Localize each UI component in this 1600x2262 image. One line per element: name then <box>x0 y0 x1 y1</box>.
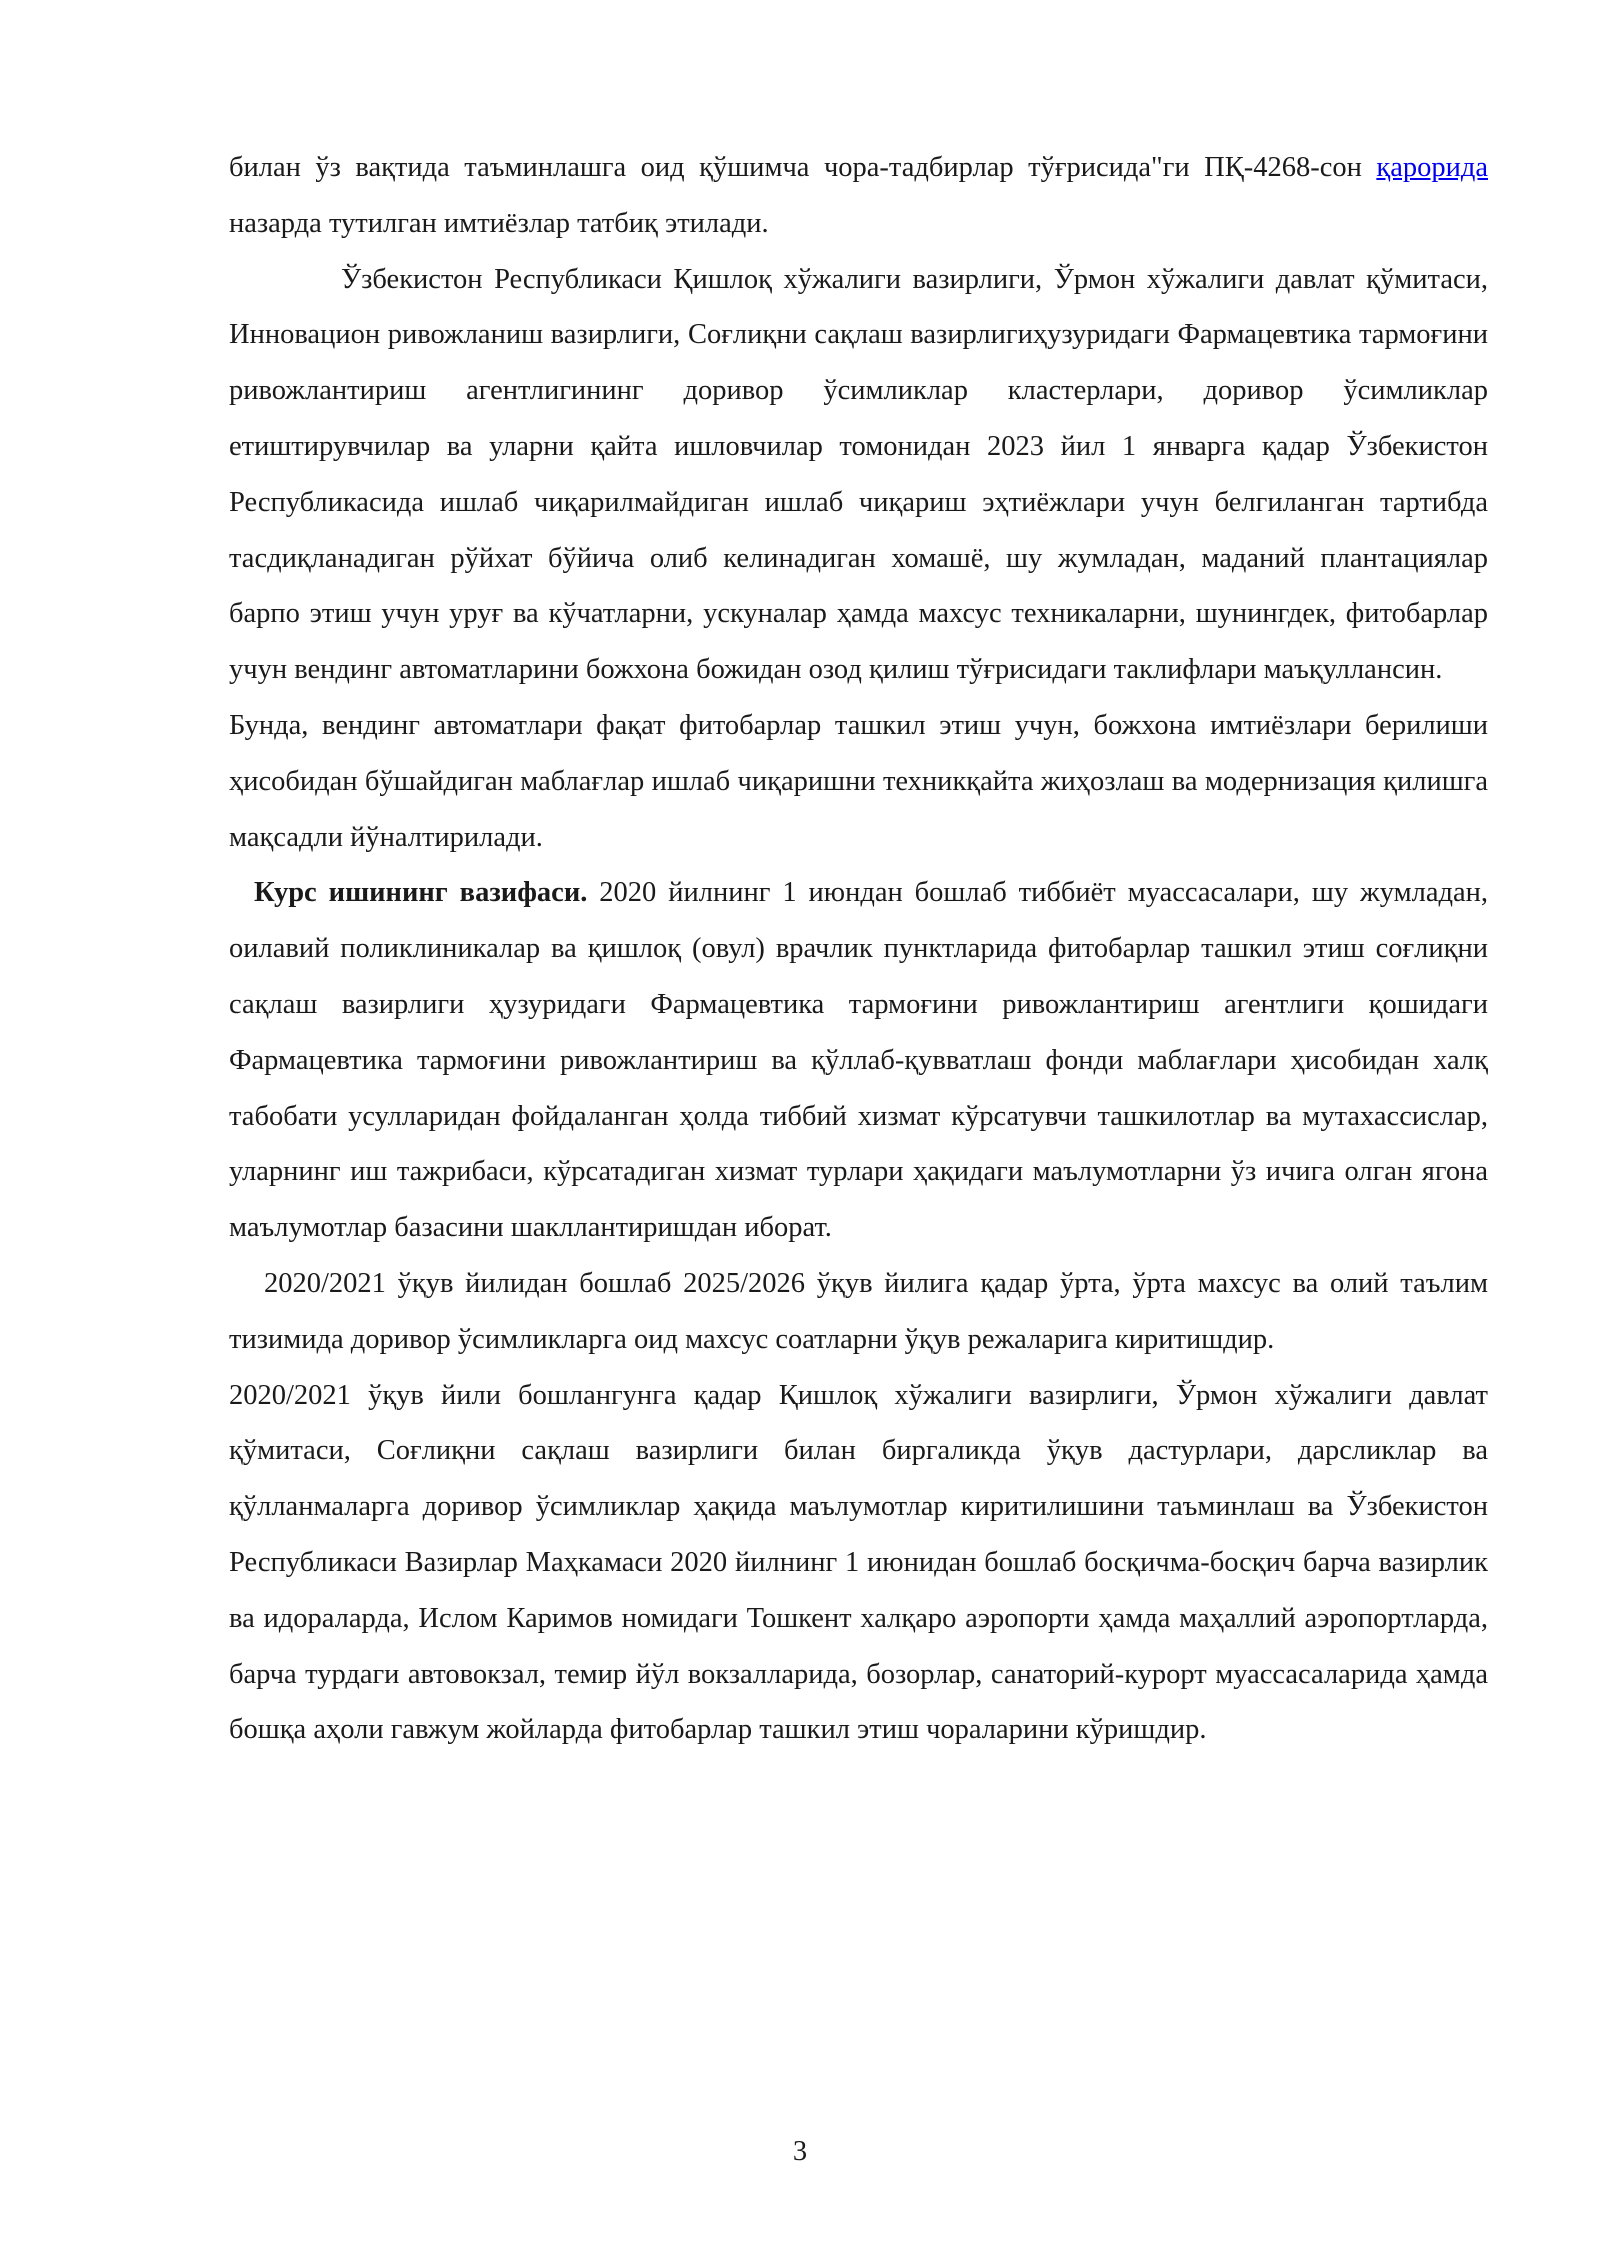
section-heading-course-task: Курс ишининг вазифаси. <box>254 877 588 909</box>
decree-link[interactable]: қарорида <box>1376 152 1488 183</box>
paragraph-1-text-after: назарда тутилган имтиёзлар татбиқ этилади. <box>229 207 769 239</box>
paragraph-4-text: 2020 йилнинг 1 июндан бошлаб тиббиёт муассасалари, шу жумладан, оилавий поликлиникалар ва қишлоқ (овул) врачлик пунктларида фитобарлар ташкил этиш соғлиқни сақлаш вазирлиги ҳузуридаги Фармацевтика тармоғини ривожлантириш агентлиги қошидаги Фармацевтика тармоғини ривожлантириш ва қўллаб-қувватлаш фонди маблағлари ҳисобидан халқ табобати усулларидан фойдаланган ҳолда тиббий хизмат кўрсатувчи ташкилотлар ва мутахассислар, уларнинг иш тажрибаси, кўрсатадиган хизмат турлари ҳақидаги маълумотларни ўз ичига олган ягона маълумотлар базасини шакллантиришдан иборат. <box>229 877 1488 1244</box>
paragraph-1-text-before: билан ўз вақтида таъминлашга оид қўшимча чора-тадбирлар тўғрисида"ги ПҚ-4268-сон <box>229 152 1377 183</box>
paragraph-5: 2020/2021 ўқув йилидан бошлаб 2025/2026 ўқув йилига қадар ўрта, ўрта махсус ва олий таълим тизимида доривор ўсимликларга оид махсус соатларни ўқув режаларига киритишдир. <box>229 1267 1488 1355</box>
paragraph-4 <box>229 865 1488 1256</box>
paragraph-3: Бунда, вендинг автоматлари фақат фитобарлар ташкил этиш учун, божхона имтиёзлари берилиши ҳисобидан бўшайдиган маблағлар ишлаб чиқаришни техникқайта жиҳозлаш ва модернизация қилишга мақсадли йўналтирилади. <box>229 709 1488 853</box>
page-number: 3 <box>792 2136 808 2167</box>
paragraph-1 <box>229 140 1488 252</box>
paragraph-6: 2020/2021 ўқув йили бошлангунга қадар Қишлоқ хўжалиги вазирлиги, Ўрмон хўжалиги давлат қўмитаси, Соғлиқни сақлаш вазирлиги билан биргаликда ўқув дастурлари, дарсликлар ва қўлланмаларга доривор ўсимликлар ҳақида маълумотлар киритилишини таъминлаш ва Ўзбекистон Республикаси Вазирлар Маҳкамаси 2020 йилнинг 1 июнидан бошлаб босқичма-босқич барча вазирлик ва идораларда, Ислом Каримов номидаги Тошкент халқаро аэропорти ҳамда маҳаллий аэропортларда, барча турдаги автовокзал, темир йўл вокзалларида, бозорлар, санаторий-курорт муассасаларида ҳамда бошқа аҳоли гавжум жойларда фитобарлар ташкил этиш чораларини кўришдир. <box>229 1379 1488 1746</box>
document-body <box>229 140 1488 1758</box>
paragraph-2: Ўзбекистон Республикаси Қишлоқ хўжалиги вазирлиги, Ўрмон хўжалиги давлат қўмитаси, Инновацион ривожланиш вазирлиги, Соғлиқни сақлаш вазирлигиҳузуридаги Фармацевтика тармоғини ривожлантириш агентлигининг доривор ўсимликлар кластерлари, доривор ўсимликлар етиштирувчилар ва уларни қайта ишловчилар томонидан 2023 йил 1 январга қадар Ўзбекистон Республикасида ишлаб чиқарилмайдиган ишлаб чиқариш эҳтиёжлари учун белгиланган тартибда тасдиқланадиган рўйхат бўйича олиб келинадиган хомашё, шу жумладан, маданий плантациялар барпо этиш учун уруғ ва кўчатларни, ускуналар ҳамда махсус техникаларни, шунингдек, фитобарлар учун вендинг автоматларини божхона божидан озод қилиш тўғрисидаги таклифлари маъқуллансин. <box>229 263 1488 686</box>
